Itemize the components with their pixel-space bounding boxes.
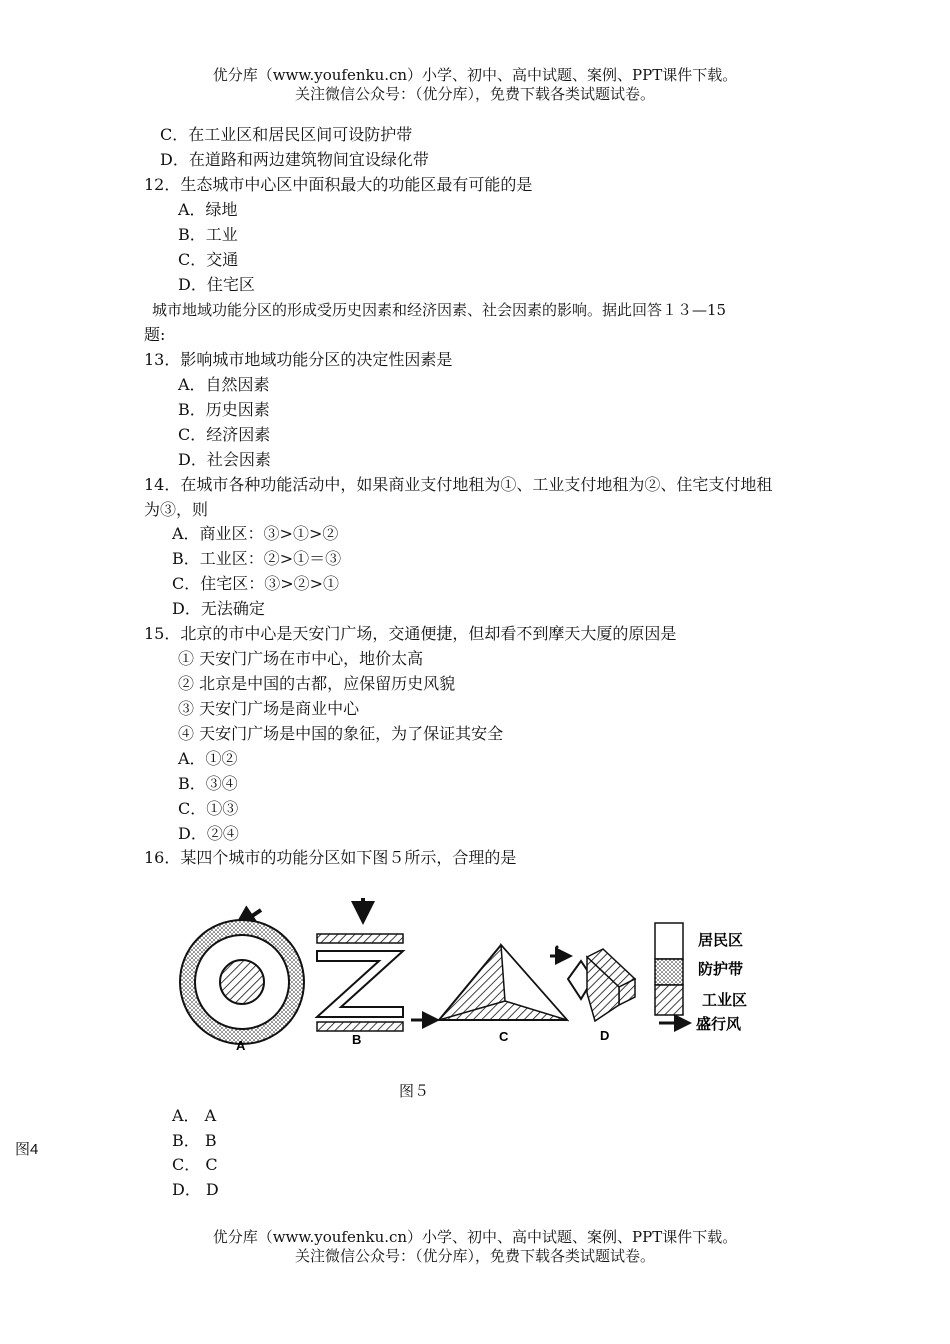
q16-option-a: A． A: [172, 1106, 217, 1125]
q16-option-c: C． C: [172, 1155, 218, 1174]
q15-statement-2: ② 北京是中国的古都，应保留历史风貌: [178, 674, 456, 693]
z-shape-b: [317, 951, 403, 1017]
page-footer: [0, 1228, 950, 1266]
q13-option-a: A．自然因素: [178, 375, 270, 394]
header-line-2: 关注微信公众号：（优分库），免费下载各类试题试卷。: [294, 85, 655, 103]
legend-swatch-industrial: [655, 985, 683, 1015]
q13-option-d: D．社会因素: [178, 450, 271, 469]
page-header: [0, 66, 950, 104]
q14-option-b: B．工业区：②>①＝③: [172, 549, 342, 568]
figure-legend: [655, 923, 747, 1033]
q12-stem: 12．生态城市中心区中面积最大的功能区最有可能的是: [144, 175, 533, 194]
legend-swatch-buffer: [655, 959, 683, 985]
city-diagram-d: [550, 946, 635, 1044]
header-line-1: 优分库（www.youfenku.cn）小学、初中、高中试题、案例、PPT课件下载。: [212, 66, 738, 84]
intro-line-2: 题:: [144, 325, 166, 344]
q15-option-d: D．②④: [178, 824, 239, 843]
q16-stem: 16．某四个城市的功能分区如下图５所示，合理的是: [144, 848, 517, 867]
q15-statement-4: ④ 天安门广场是中国的象征，为了保证其安全: [178, 724, 504, 743]
city-diagram-c: [411, 945, 567, 1044]
q11-option-d: D．在道路和两边建筑物间宜设绿化带: [160, 150, 429, 169]
q16-option-d: D． D: [172, 1180, 219, 1199]
q15-option-c: C．①③: [178, 799, 239, 818]
legend-swatch-residential: [655, 923, 683, 959]
bar-top-b: [317, 934, 403, 943]
q15-stem: 15．北京的市中心是天安门广场，交通便捷，但却看不到摩天大厦的原因是: [144, 624, 677, 643]
footer-line-2: 关注微信公众号：（优分库），免费下载各类试题试卷。: [294, 1247, 655, 1265]
legend-industrial: 工业区: [702, 991, 748, 1009]
city-diagram-b: [317, 898, 403, 1047]
q11-option-c: C．在工业区和居民区间可设防护带: [160, 125, 413, 144]
bar-bottom-b: [317, 1022, 403, 1031]
figure-caption: 图５: [399, 1082, 430, 1100]
q15-statement-3: ③ 天安门广场是商业中心: [178, 699, 360, 718]
legend-buffer: 防护带: [698, 960, 744, 978]
q15-option-a: A．①②: [178, 749, 238, 768]
footer-line-1: 优分库（www.youfenku.cn）小学、初中、高中试题、案例、PPT课件下载。: [212, 1228, 738, 1246]
q15-statement-1: ① 天安门广场在市中心，地价太高: [178, 649, 424, 668]
intro-line-1: 城市地域功能分区的形成受历史因素和经济因素、社会因素的影响。据此回答１３—15: [152, 301, 727, 319]
q14-stem-line-1: 14．在城市各种功能活动中，如果商业支付地租为①、工业支付地租为②、住宅支付地租: [144, 475, 773, 494]
q12-option-a: A．绿地: [178, 200, 238, 219]
q15-option-b: B．③④: [178, 774, 238, 793]
label-a: A: [236, 1038, 246, 1053]
q14-option-d: D．无法确定: [172, 599, 265, 618]
side-label: 图4: [15, 1141, 39, 1158]
q13-option-b: B．历史因素: [178, 400, 270, 419]
q12-option-c: C．交通: [178, 250, 239, 269]
city-diagram-a: [180, 910, 304, 1053]
legend-residential: 居民区: [698, 931, 744, 949]
q12-option-b: B．工业: [178, 225, 238, 244]
label-d: D: [600, 1028, 610, 1043]
figure-5-city-zoning: [175, 893, 775, 1058]
q13-option-c: C．经济因素: [178, 425, 271, 444]
q12-option-d: D．住宅区: [178, 275, 255, 294]
core-hatched-a: [220, 960, 264, 1004]
q16-option-b: B． B: [172, 1131, 217, 1150]
q14-stem-line-2: 为③，则: [144, 500, 209, 519]
legend-prevailing-wind: 盛行风: [696, 1015, 742, 1033]
label-b: B: [352, 1032, 362, 1047]
q14-option-a: A．商业区：③>①>②: [172, 524, 339, 543]
q14-option-c: C．住宅区：③>②>①: [172, 574, 340, 593]
label-c: C: [499, 1029, 509, 1044]
q13-stem: 13．影响城市地域功能分区的决定性因素是: [144, 350, 453, 369]
